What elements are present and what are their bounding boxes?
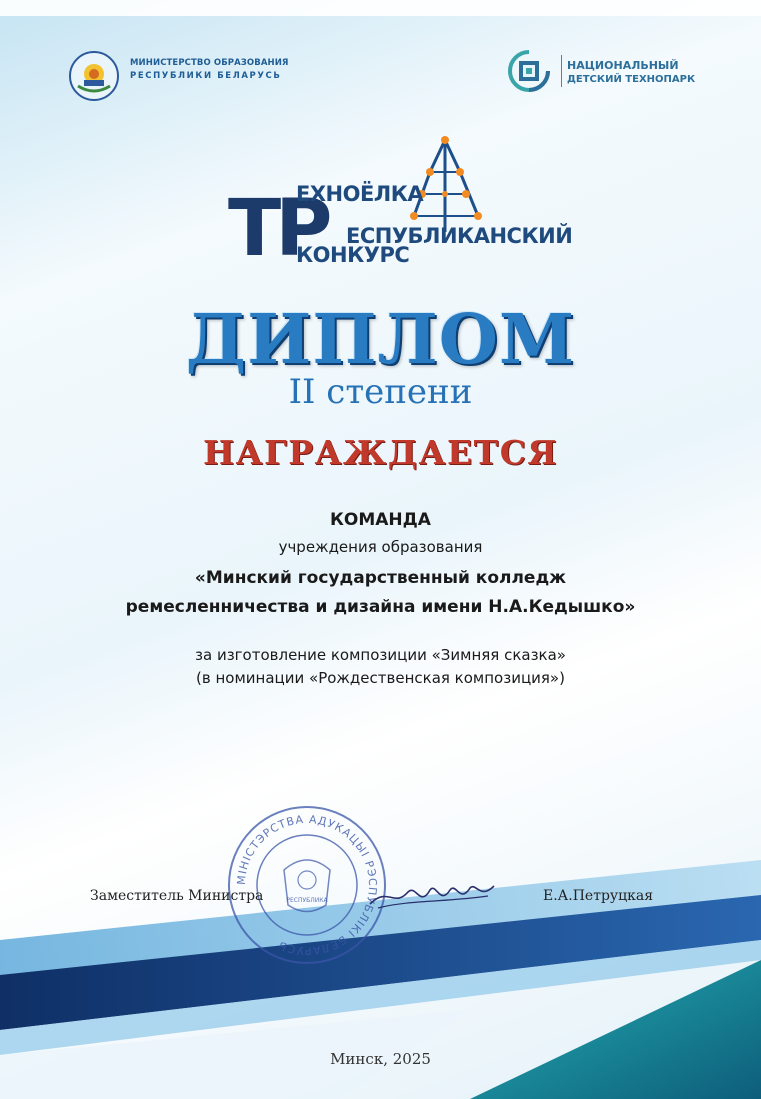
- ministry-emblem: [68, 50, 120, 102]
- competition-letters: ТР: [228, 184, 327, 274]
- technopark-text: [567, 59, 717, 87]
- park-line2: ДЕТСКИЙ ТЕХНОПАРК: [567, 74, 696, 85]
- handwritten-signature: [368, 878, 498, 918]
- signer-position: Заместитель Министра: [90, 888, 264, 904]
- park-divider: [561, 55, 562, 87]
- reason-line1: за изготовление композиции «Зимняя сказка»: [195, 646, 566, 664]
- stamp-ring-text: МІНІСТЭРСТВА АДУКАЦЫІ РЭСПУБЛІКІ БЕЛАРУСЬ: [234, 812, 380, 958]
- diploma-title: ДИПЛОМ: [185, 300, 576, 380]
- park-line1: НАЦИОНАЛЬНЫЙ: [567, 59, 679, 72]
- institution-name: [0, 564, 761, 622]
- awarded-heading: НАГРАЖДАЕТСЯ: [202, 433, 559, 472]
- technopark-logo: [500, 48, 558, 94]
- institution-name-line2: ремесленничества и дизайна имени Н.А.Кедышко»: [125, 597, 636, 617]
- diploma-degree: II степени: [288, 372, 473, 412]
- stamp-center-text: РЕСПУБЛИКА: [286, 897, 328, 904]
- competition-line2: ЕСПУБЛИКАНСКИЙ: [346, 224, 573, 248]
- signer-name: Е.А.Петруцкая: [543, 888, 654, 904]
- competition-line1: ЕХНОЁЛКА: [296, 182, 424, 206]
- institution-type: учреждения образования: [278, 538, 483, 556]
- award-reason: [0, 644, 761, 690]
- reason-line2: (в номинации «Рождественская композиция»): [196, 669, 565, 687]
- ministry-text: [130, 58, 330, 81]
- ministry-line1: МИНИСТЕРСТВО ОБРАЗОВАНИЯ: [130, 58, 289, 68]
- team-label: КОМАНДА: [330, 510, 431, 530]
- city-year: Минск, 2025: [330, 1050, 431, 1068]
- official-stamp: [222, 800, 392, 970]
- ministry-line2: РЕСПУБЛИКИ БЕЛАРУСЬ: [130, 71, 282, 81]
- institution-name-line1: «Минский государственный колледж: [194, 568, 567, 588]
- competition-line3: КОНКУРС: [296, 243, 410, 267]
